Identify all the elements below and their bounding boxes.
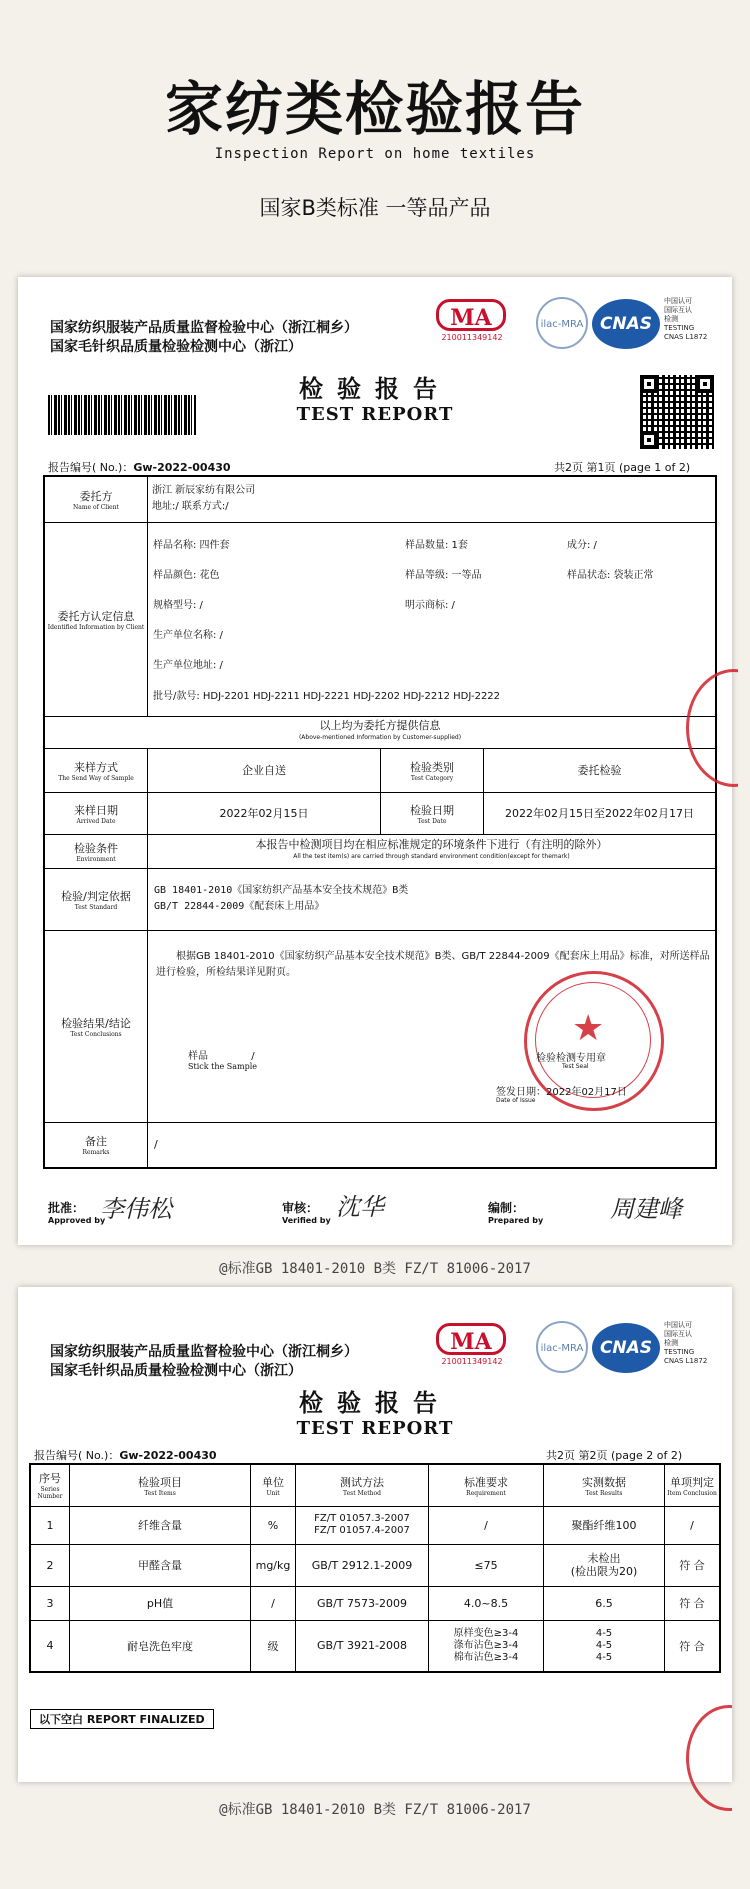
results-table <box>29 1463 721 1673</box>
conclusion-label-cell: 检验结果/结论 Test Conclusions <box>44 930 148 1122</box>
provided-note-cell <box>44 716 716 748</box>
verified-by: 审核： Verified by <box>282 1201 331 1225</box>
cnas-logo-2: CNAS <box>592 1323 660 1373</box>
batch-numbers: 批号/款号: HDJ-2201 HDJ-2211 HDJ-2221 HDJ-2202 HDJ-2212 HDJ-2222 <box>153 691 501 702</box>
cma-logo <box>436 299 508 349</box>
issue-date: 签发日期：2022年02月17日 <box>496 1086 627 1098</box>
send-way: 企业自送 <box>148 748 381 792</box>
standard-cell <box>148 868 717 930</box>
table-row: 3 pH值 / GB/T 7573-2009 4.0~8.5 6.5 符 合 <box>30 1586 720 1620</box>
test-category: 委托检验 <box>484 748 717 792</box>
stick-slash: / <box>251 1050 255 1062</box>
report-number <box>48 459 231 475</box>
producer: 生产单位名称: / <box>153 630 223 641</box>
client-name: 浙江 新辰家纺有限公司 <box>152 485 256 497</box>
spec-model: 规格型号: / <box>153 600 203 611</box>
org-line-2: 国家毛针织品质量检验检测中心（浙江） <box>50 339 302 355</box>
standard-line: 国家B类标准 一等品产品 <box>259 196 491 220</box>
test-date: 2022年02月15日至2022年02月17日 <box>484 792 717 834</box>
col-result: 实测数据 Test Results <box>544 1464 665 1506</box>
sample-grade: 样品等级: 一等品 <box>405 570 482 581</box>
report-no-label: 报告编号( No.)： <box>48 461 134 474</box>
table-row: 1 纤维含量 % FZ/T 01057.3-2007 FZ/T 01057.4-2007 / 聚酯纤维100 / <box>30 1506 720 1544</box>
title-en: TEST REPORT <box>296 1418 454 1439</box>
seal-label-en: Test Seal <box>562 1062 589 1070</box>
cma-number: 210011349142 <box>441 1357 503 1366</box>
sample-name: 样品名称: 四件套 <box>153 540 230 551</box>
cma-mark: MA <box>436 299 506 331</box>
report-table-1 <box>43 475 717 1169</box>
page-info-2: 共2页 第2页 (page 2 of 2) <box>546 1449 683 1462</box>
report-number-2 <box>34 1447 217 1463</box>
stick-label: 样品 <box>188 1050 208 1062</box>
sample-info-grid <box>149 524 714 714</box>
col-method: 测试方法 Test Method <box>296 1464 429 1506</box>
title-en: TEST REPORT <box>296 404 454 425</box>
report-finalized: 以下空白 REPORT FINALIZED <box>30 1709 214 1729</box>
stick-label-en: Stick the Sample <box>188 1061 258 1071</box>
approved-signature: 李伟松 <box>100 1195 172 1223</box>
cma-mark: MA <box>436 1323 506 1355</box>
title-cn: 检验报告 <box>299 374 451 403</box>
arrived-label-cell: 来样日期 Arrived Date <box>44 792 148 834</box>
ilac-logo: ilac-MRA <box>536 297 588 349</box>
composition: 成分: / <box>567 540 597 551</box>
col-requirement: 标准要求 Requirement <box>429 1464 544 1506</box>
col-conclusion: 单项判定 Item Conclusion <box>665 1464 721 1506</box>
client-info-cell <box>148 476 717 522</box>
ilac-logo-2: ilac-MRA <box>536 1321 588 1373</box>
standard-2: GB/T 22844-2009《配套床上用品》 <box>154 901 325 912</box>
cma-logo-2 <box>436 1323 508 1373</box>
remark-label-cell: 备注 Remarks <box>44 1122 148 1168</box>
trademark: 明示商标: / <box>405 600 455 611</box>
org-line-1: 国家纺织服装产品质量监督检验中心（浙江桐乡） <box>50 320 358 336</box>
title-cn: 检验报告 <box>299 1388 451 1417</box>
test-date-label-cell: 检验日期 Test Date <box>381 792 484 834</box>
org-line-2: 国家毛针织品质量检验检测中心（浙江） <box>50 1363 302 1379</box>
producer-address: 生产单位地址: / <box>153 660 223 671</box>
report-no-value: Gw-2022-00430 <box>133 461 231 474</box>
report-title <box>18 369 732 425</box>
conclusion-text: 根据GB 18401-2010《国家纺织产品基本安全技术规范》B类、GB/T 22844-2009《配套床上用品》标准，对所送样品进行检验，所检结果详见附页。 <box>156 950 710 978</box>
conclusion-cell <box>148 930 717 1122</box>
env-label-cell: 检验条件 Environment <box>44 834 148 868</box>
cnas-caption: 中国认可 国际互认 检测 TESTING CNAS L1872 <box>664 297 708 341</box>
sample-info-cell <box>148 522 717 716</box>
report-page-2 <box>18 1287 732 1782</box>
col-series: 序号 Series Number <box>30 1464 70 1506</box>
edge-seal-stamp-2 <box>686 1705 750 1811</box>
standard-label-cell: 检验/判定依据 Test Standard <box>44 868 148 930</box>
env-text: 本报告中检测项目均在相应标准规定的环境条件下进行（有注明的除外） <box>255 838 608 851</box>
seal-star-icon: ★ <box>572 1007 605 1049</box>
org-names <box>50 319 358 357</box>
caption-2: @标准GB 18401-2010 B类 FZ/T 81006-2017 <box>219 1802 531 1818</box>
test-category-label-cell: 检验类别 Test Category <box>381 748 484 792</box>
client-label-cell: 委托方 Name of Client <box>44 476 148 522</box>
report-no-label: 报告编号( No.)： <box>34 1449 120 1462</box>
col-unit: 单位 Unit <box>251 1464 296 1506</box>
results-header-row <box>30 1464 720 1506</box>
prepared-by: 编制： Prepared by <box>488 1201 544 1225</box>
table-row: 2 甲醛含量 mg/kg GB/T 2912.1-2009 ≤75 未检出 (检出限为20) 符 合 <box>30 1544 720 1586</box>
stick-sample <box>188 1047 257 1071</box>
sample-color: 样品颜色: 花色 <box>153 570 220 581</box>
seal-label: 检验检测专用章 <box>536 1052 606 1064</box>
cnas-caption-2: 中国认可 国际互认 检测 TESTING CNAS L1872 <box>664 1321 708 1365</box>
qr-code <box>640 375 714 449</box>
sample-qty: 样品数量: 1套 <box>405 540 468 551</box>
table-row: 4 耐皂洗色牢度 级 GB/T 3921-2008 原样变色≥3-4 涤布沾色≥3-4 棉布沾色≥3-4 4-5 4-5 4-5 符 合 <box>30 1620 720 1672</box>
info-label-cell: 委托方认定信息 Identified Information by Client <box>44 522 148 716</box>
report-no-value: Gw-2022-00430 <box>119 1449 217 1462</box>
provided-note-en: (Above-mentioned Information by Customer-supplied) <box>298 734 462 741</box>
page-info: 共2页 第1页 (page 1 of 2) <box>554 461 691 474</box>
env-text-en: All the test item(s) are carried through standard environment condition(except for themark) <box>293 853 570 860</box>
report-title-2 <box>18 1383 732 1439</box>
env-cell <box>148 834 717 868</box>
col-item: 检验项目 Test Items <box>70 1464 251 1506</box>
report-page-1 <box>18 277 732 1245</box>
approved-by: 批准： Approved by <box>48 1201 106 1225</box>
caption-1: @标准GB 18401-2010 B类 FZ/T 81006-2017 <box>219 1261 531 1277</box>
verified-signature: 沈华 <box>336 1193 384 1221</box>
remark: / <box>148 1122 717 1168</box>
send-way-label-cell: 来样方式 The Send Way of Sample <box>44 748 148 792</box>
cnas-logo: CNAS <box>592 299 660 349</box>
issue-date-en: Date of Issue <box>496 1096 536 1104</box>
org-names-2 <box>50 1343 358 1381</box>
client-address: 地址:/ 联系方式:/ <box>152 501 229 513</box>
page-title: 家纺类检验报告 <box>164 75 585 143</box>
arrived-date: 2022年02月15日 <box>148 792 381 834</box>
cma-number: 210011349142 <box>441 333 503 342</box>
provided-note: 以上均为委托方提供信息 <box>319 719 441 732</box>
prepared-signature: 周建峰 <box>610 1195 682 1223</box>
sample-status: 样品状态: 袋装正常 <box>567 570 654 581</box>
org-line-1: 国家纺织服装产品质量监督检验中心（浙江桐乡） <box>50 1344 358 1360</box>
standard-1: GB 18401-2010《国家纺织产品基本安全技术规范》B类 <box>154 885 409 896</box>
page-subtitle: Inspection Report on home textiles <box>214 146 536 162</box>
